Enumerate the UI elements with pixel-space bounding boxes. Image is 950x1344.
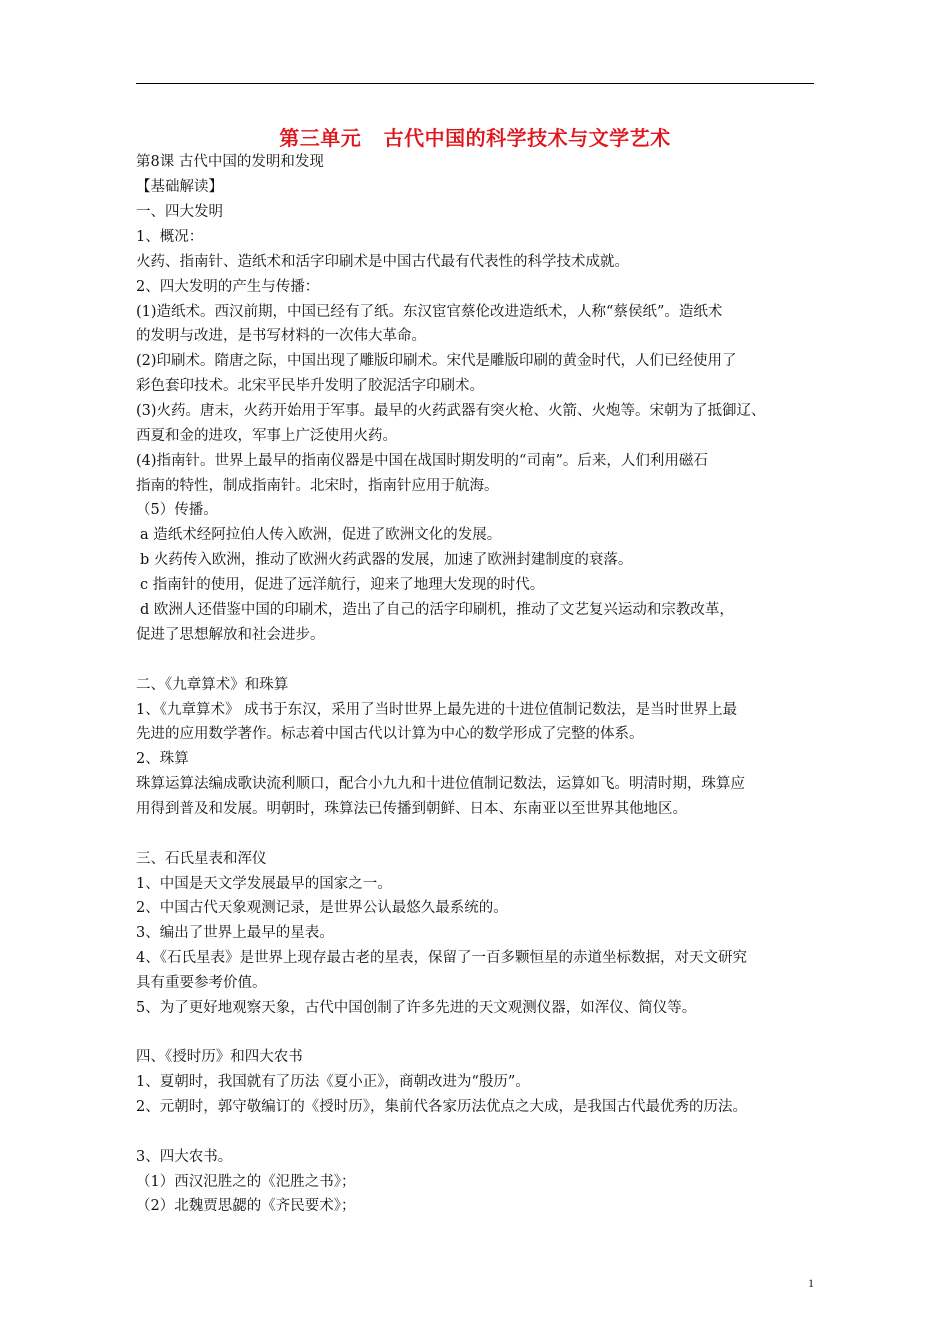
list-item: c 指南针的使用，促进了远洋航行，迎来了地理大发现的时代。 <box>140 577 545 593</box>
paragraph: 珠算运算法编成歌诀流利顺口，配合小九九和十进位值制记数法，运算如飞。明清时期，珠算应 <box>136 776 745 792</box>
paragraph: 1、概况： <box>136 229 204 245</box>
paragraph: （5）传播。 <box>136 502 218 518</box>
section-1-heading: 一、四大发明 <box>136 204 223 220</box>
section-3-heading: 三、石氏星表和浑仪 <box>136 851 267 867</box>
lesson-title: 第8课 古代中国的发明和发现 <box>136 154 324 170</box>
paragraph: 指南的特性，制成指南针。北宋时，指南针应用于航海。 <box>136 478 499 494</box>
paragraph: 具有重要参考价值。 <box>136 975 267 991</box>
paragraph: 西夏和金的进攻，军事上广泛使用火药。 <box>136 428 397 444</box>
paragraph: 促进了思想解放和社会进步。 <box>136 627 325 643</box>
section-2-heading: 二、《九章算术》和珠算 <box>136 677 289 693</box>
paragraph: 3、四大农书。 <box>136 1149 233 1165</box>
section-4-heading: 四、《授时历》和四大农书 <box>136 1049 303 1065</box>
paragraph: 2、中国古代天象观测记录，是世界公认最悠久最系统的。 <box>136 900 508 916</box>
list-item: a 造纸术经阿拉伯人传入欧洲，促进了欧洲文化的发展。 <box>140 527 502 543</box>
paragraph: 4、《石氏星表》是世界上现存最古老的星表，保留了一百多颗恒星的赤道坐标数据，对天文研究 <box>136 950 747 966</box>
paragraph: 2、元朝时，郭守敬编订的《授时历》，集前代各家历法优点之大成，是我国古代最优秀的历法。 <box>136 1099 747 1115</box>
paragraph: 5、为了更好地观察天象，古代中国创制了许多先进的天文观测仪器，如浑仪、简仪等。 <box>136 1000 697 1016</box>
list-item: d 欧洲人还借鉴中国的印刷术，造出了自己的活字印刷机，推动了文艺复兴运动和宗教改革， <box>140 602 734 618</box>
paragraph: 的发明与改进，是书写材料的一次伟大革命。 <box>136 328 426 344</box>
paragraph: 1、《九章算术》 成书于东汉，采用了当时世界上最先进的十进位值制记数法，是当时世界上最 <box>136 702 738 718</box>
paragraph: (1)造纸术。西汉前期，中国已经有了纸。东汉宦官蔡伦改进造纸术，人称“蔡侯纸”。造纸术 <box>136 304 723 320</box>
paragraph: 用得到普及和发展。明朝时，珠算法已传播到朝鲜、日本、东南亚以至世界其他地区。 <box>136 801 687 817</box>
paragraph: (3)火药。唐末，火药开始用于军事。最早的火药武器有突火枪、火箭、火炮等。宋朝为了抵御辽、 <box>136 403 766 419</box>
paragraph: 2、珠算 <box>136 751 189 767</box>
paragraph: (2)印刷术。隋唐之际，中国出现了雕版印刷术。宋代是雕版印刷的黄金时代，人们已经使用了 <box>136 353 737 369</box>
paragraph: 1、夏朝时，我国就有了历法《夏小正》，商朝改进为“殷历”。 <box>136 1074 530 1090</box>
paragraph: 先进的应用数学著作。标志着中国古代以计算为中心的数学形成了完整的体系。 <box>136 726 644 742</box>
list-item: b 火药传入欧洲，推动了欧洲火药武器的发展，加速了欧洲封建制度的衰落。 <box>140 552 633 568</box>
header-rule <box>136 83 814 84</box>
basic-reading-label: 【基础解读】 <box>136 179 223 195</box>
paragraph: 火药、指南针、造纸术和活字印刷术是中国古代最有代表性的科学技术成就。 <box>136 254 629 270</box>
list-item: （2）北魏贾思勰的《齐民要术》； <box>136 1198 356 1214</box>
paragraph: 2、四大发明的产生与传播： <box>136 279 320 295</box>
unit-title: 第三单元 古代中国的科学技术与文学艺术 <box>279 126 671 150</box>
page-number: 1 <box>808 1276 814 1290</box>
paragraph: 3、编出了世界上最早的星表。 <box>136 925 334 941</box>
paragraph: 彩色套印技术。北宋平民毕升发明了胶泥活字印刷术。 <box>136 378 484 394</box>
list-item: （1）西汉氾胜之的《氾胜之书》； <box>136 1174 356 1190</box>
paragraph: (4)指南针。世界上最早的指南仪器是中国在战国时期发明的“司南”。后来，人们利用磁石 <box>136 453 708 469</box>
paragraph: 1、中国是天文学发展最早的国家之一。 <box>136 876 392 892</box>
